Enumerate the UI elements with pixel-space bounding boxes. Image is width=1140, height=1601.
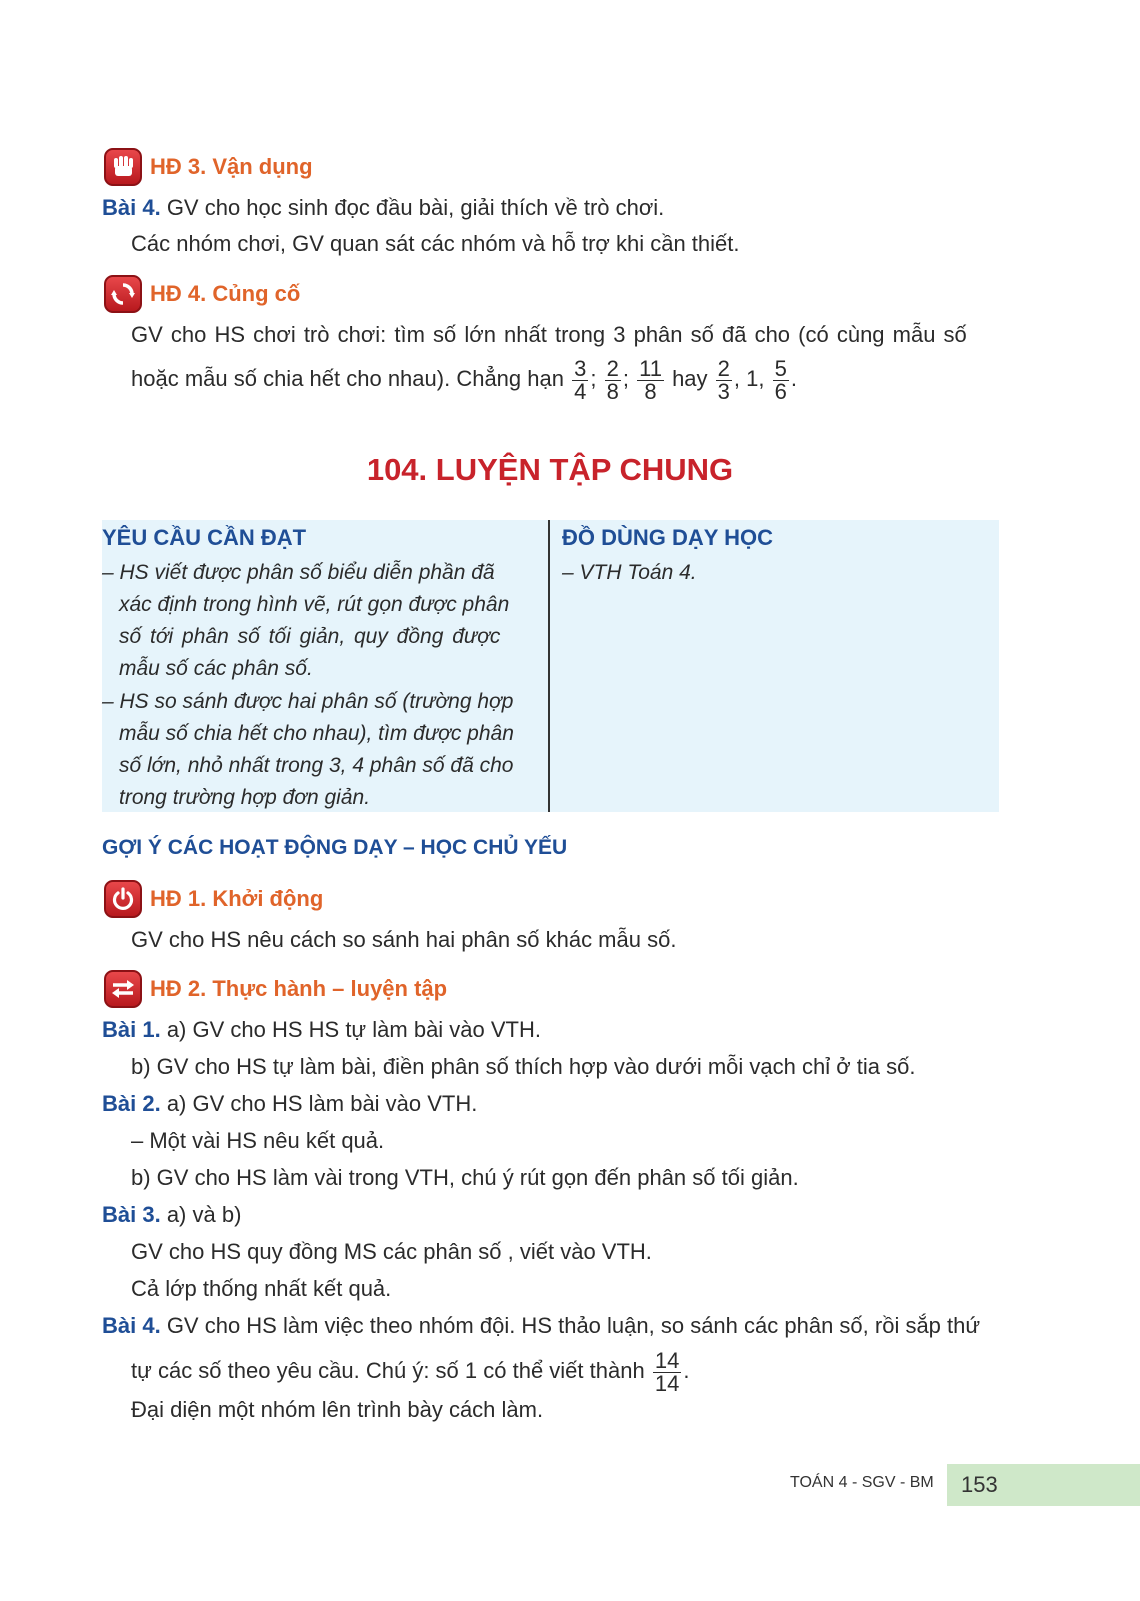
power-icon	[104, 880, 142, 918]
right-heading: ĐỒ DÙNG DẠY HỌC	[562, 525, 774, 550]
bai1-a-text: a) GV cho HS HS tự làm bài vào VTH.	[160, 1017, 541, 1042]
lesson-title: 104. LUYỆN TẬP CHUNG	[366, 452, 734, 487]
bai3-a-text: a) và b)	[160, 1202, 242, 1227]
fraction-14-14: $\frac{14}{14}$	[654, 1347, 680, 1396]
bai1-label: Bài 1.	[102, 1017, 161, 1042]
hd2-bai4-l3: Đại diện một nhóm lên trình bày cách làm.	[131, 1397, 544, 1422]
left-line: xác định trong hình vẽ, rút gọn được phân	[119, 593, 510, 616]
bai2-label: Bài 2.	[102, 1091, 161, 1116]
hd2-bai3-a	[102, 1200, 241, 1230]
hd2-bai2-a2: – Một vài HS nêu kết quả.	[131, 1128, 385, 1153]
left-heading: YÊU CẦU CẦN ĐẠT	[102, 525, 307, 550]
left-line: số lớn, nhỏ nhất trong 3, 4 phân số đã cho	[119, 754, 514, 777]
hd4-line2-text: hoặc mẫu số chia hết cho nhau). Chẳng hạn	[131, 366, 564, 391]
hd2-bai2-b: b) GV cho HS làm vài trong VTH, chú ý rút gọn đến phân số tối giản.	[131, 1165, 799, 1190]
footer-book: TOÁN 4 - SGV - BM	[790, 1474, 934, 1491]
hd1-line: GV cho HS nêu cách so sánh hai phân số khác mẫu số.	[131, 927, 677, 952]
fraction-5-6: $\frac{5}{6}$	[774, 355, 787, 404]
hd2-title: HĐ 2. Thực hành – luyện tập	[150, 976, 448, 1001]
hd2-bai3-l2: GV cho HS quy đồng MS các phân số , viết vào VTH.	[131, 1239, 652, 1264]
separator: ;	[590, 366, 597, 391]
hd3-bai4-text: GV cho học sinh đọc đầu bài, giải thích về trò chơi.	[160, 195, 665, 220]
hd3-heading	[104, 147, 313, 187]
end-period: .	[683, 1358, 690, 1383]
hd4-title: HĐ 4. Củng cố	[150, 281, 301, 306]
hd4-heading	[104, 274, 300, 314]
hd1-title: HĐ 1. Khởi động	[150, 886, 324, 911]
box-divider	[548, 520, 550, 812]
left-line: – HS so sánh được hai phân số (trường hợp	[102, 690, 514, 713]
section-heading: GỢI Ý CÁC HOẠT ĐỘNG DẠY – HỌC CHỦ YẾU	[102, 836, 568, 859]
right-line: – VTH Toán 4.	[562, 561, 697, 584]
bai4-l2-text: tự các số theo yêu cầu. Chú ý: số 1 có thể viết thành	[131, 1358, 645, 1383]
hd2-heading	[104, 969, 447, 1009]
refresh-arrows-icon	[104, 275, 142, 313]
bai4-label: Bài 4.	[102, 1313, 161, 1338]
bai4-label: Bài 4.	[102, 195, 161, 220]
hd2-bai4-l1	[102, 1311, 980, 1341]
left-line: số tới phân số tối giản, quy đồng được	[119, 625, 501, 648]
bai3-label: Bài 3.	[102, 1202, 161, 1227]
hd1-heading	[104, 879, 323, 919]
fraction-2-8: $\frac{2}{8}$	[606, 355, 619, 404]
fraction-2-3: $\frac{2}{3}$	[717, 355, 730, 404]
end-period: .	[790, 366, 797, 391]
fraction-3-4: $\frac{3}{4}$	[574, 355, 587, 404]
raised-fist-icon	[104, 148, 142, 186]
hd3-title: HĐ 3. Vận dụng	[150, 154, 313, 179]
hd2-bai1-b: b) GV cho HS tự làm bài, điền phân số thích hợp vào dưới mỗi vạch chỉ ở tia số.	[131, 1054, 916, 1079]
word-hay: hay	[672, 366, 708, 391]
middle-text: , 1,	[733, 366, 765, 391]
hd2-bai1-a	[102, 1015, 541, 1045]
bai4-l1-text: GV cho HS làm việc theo nhóm đội. HS thảo luận, so sánh các phân số, rồi sắp thứ	[160, 1313, 981, 1338]
hd4-line2	[131, 350, 797, 408]
page-number: 153	[947, 1464, 1140, 1506]
hd2-bai4-l2	[131, 1342, 689, 1400]
fraction-11-8: $\frac{11}{8}$	[639, 355, 662, 404]
separator: ;	[622, 366, 629, 391]
hd3-line2: Các nhóm chơi, GV quan sát các nhóm và hỗ trợ khi cần thiết.	[131, 231, 740, 256]
left-line: – HS viết được phân số biểu diễn phần đã	[102, 561, 495, 584]
hd4-line1: GV cho HS chơi trò chơi: tìm số lớn nhất trong 3 phân số đã cho (có cùng mẫu số	[131, 322, 967, 347]
left-line: trong trường hợp đơn giản.	[119, 786, 371, 809]
hd2-bai3-l3: Cả lớp thống nhất kết quả.	[131, 1276, 392, 1301]
left-line: mẫu số chia hết cho nhau), tìm được phân	[119, 722, 514, 745]
hd2-bai2-a	[102, 1089, 477, 1119]
left-line: mẫu số các phân số.	[119, 657, 313, 680]
hd3-bai4-line	[102, 193, 664, 223]
swap-arrows-icon	[104, 970, 142, 1008]
bai2-a-text: a) GV cho HS làm bài vào VTH.	[160, 1091, 478, 1116]
